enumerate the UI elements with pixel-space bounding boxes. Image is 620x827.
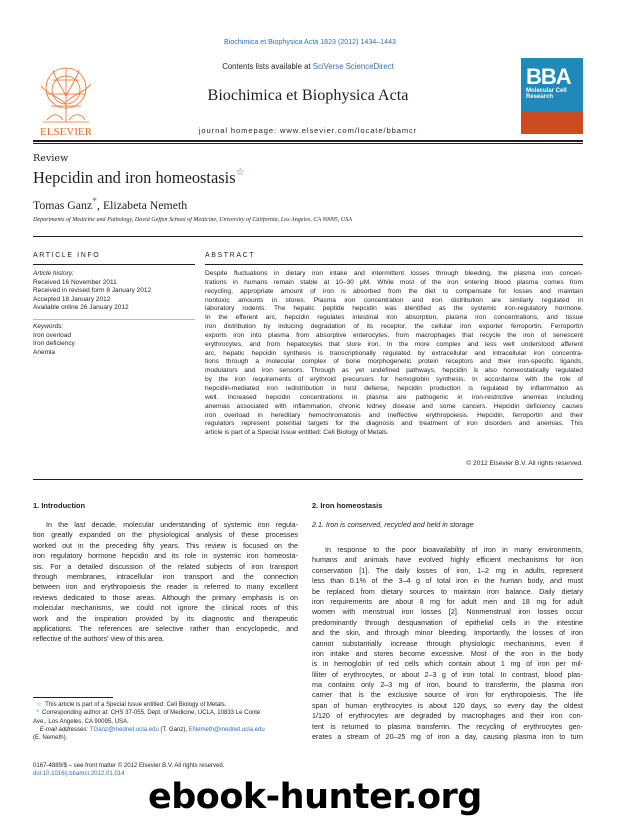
body-line: worked out in the preceding fifty years. This review is focused on the xyxy=(33,541,298,550)
keywords-label: Keywords: xyxy=(33,323,64,330)
email-link-nemeth[interactable]: ENemeth@mednet.ucla.edu xyxy=(188,726,265,733)
body-line: iron intake and stores become excessive. Most of the iron in the body xyxy=(312,649,583,658)
body-line: predominantly through desquamation of epithelial cells in the intestine xyxy=(312,618,583,627)
body-line: between iron and erythropoiesis the reader is referred to many excellent xyxy=(33,583,298,592)
body-line: applications. The references are selective rather than encyclopedic, and xyxy=(33,624,298,633)
body-line: conservation [1]. The daily losses of iron, 1–2 mg in adults, represent xyxy=(312,566,583,575)
body-line: reflective of the authors' view of this area. xyxy=(33,635,165,644)
footnotes xyxy=(33,701,298,742)
body-line: tion greatly expanded on the physiological analysis of these processes xyxy=(33,531,298,540)
publisher-wordmark: ELSEVIER xyxy=(40,126,92,138)
history-label: Article history: xyxy=(33,270,74,277)
keyword: Iron overload xyxy=(33,331,71,339)
abstract-line: nontoxic amounts in stores. Plasma iron concentration and iron distribution are similarly regulated in xyxy=(205,296,583,304)
abstract-line: trations in humans remain stable at 10–30 μM. While most of the iron entering blood plasma comes from xyxy=(205,278,583,286)
doi-link[interactable]: doi:10.1016/j.bbamcr.2012.01.014 xyxy=(33,771,125,778)
body-line: span of human erythrocytes is about 120 days, so every day the oldest xyxy=(312,701,583,710)
body-line: tent is returned to plasma transferrin. The recycling of erythrocytes gen- xyxy=(312,722,583,731)
abstract-line: modulators and iron sensors. Through as yet undefined pathways, hepcidin is also homeostatically regulated xyxy=(205,367,583,375)
history-revised: Received in revised form 8 January 2012 xyxy=(33,287,152,295)
body-line: iron requirements are about 8 mg for adult men and 18 mg for adult xyxy=(312,597,583,606)
affiliation: Departments of Medicine and Pathology, David Geffen School of Medicine, University of California, Los Angeles, CA 90095, USA xyxy=(33,217,352,223)
email-label: E-mail addresses: xyxy=(39,726,90,733)
body-line: iron regulatory hormone hepcidin and its role in systemic iron homeosta- xyxy=(33,552,298,561)
history-accepted: Accepted 18 January 2012 xyxy=(33,295,111,303)
body-line: liliter of erythrocytes, or about 2–3 g of iron total. In contrast, blood plas- xyxy=(312,670,583,679)
author-nemeth: , Elizabeta Nemeth xyxy=(97,197,188,212)
history-received: Received 16 November 2011 xyxy=(33,278,117,286)
abstract-line: laboratory rodents. The hepatic peptide hepcidin was identified as the systemic iron-regulatory hormone. xyxy=(205,305,583,313)
introduction-paragraph xyxy=(33,520,298,645)
body-line: through membranes, intracellular iron transport and the connection xyxy=(33,572,298,581)
author-list xyxy=(33,196,187,213)
issn-line: 0167-4889/$ – see front matter © 2012 Elsevier B.V. All rights reserved. xyxy=(33,763,225,769)
sciencedirect-link[interactable]: SciVerse ScienceDirect xyxy=(312,62,394,71)
email-owner-nemeth: (E. Nemeth). xyxy=(33,735,68,742)
abstract-rule xyxy=(205,264,583,265)
article-title xyxy=(33,167,245,188)
footnote-corr-text: Corresponding author at: CHS 37-055, Dept. of Medicine, UCLA, 10833 Le Conte xyxy=(42,710,261,717)
email-owner-ganz: (T. Ganz), xyxy=(158,726,189,733)
abstract-body xyxy=(205,270,583,438)
body-line: work and the inspiration provided by its diagnostic and therapeutic xyxy=(33,614,298,623)
abstract-line: tions through a molecular complex of bone morphogenetic protein receptors and their iron-specific ligands, xyxy=(205,358,583,366)
abstract-line: iron distribution by inducing degradation of its receptor, the cellular iron exporter ferroportin. Ferroportin xyxy=(205,323,583,331)
body-line: reviews dedicated to those areas. Although the primary emphasis is on xyxy=(33,593,298,602)
abstract-line: anemias associated with inflammation, chronic kidney disease and some cancers. Hepcidin deficiency causes xyxy=(205,402,583,410)
keyword: Anemia xyxy=(33,348,56,356)
abstract-line: hepcidin-mediated iron redistribution in host defense, hepcidin production is regulated by inflammation as xyxy=(205,384,583,392)
abstract-line: erythrocytes, and from hepatocytes that store iron. In the more complex and less well understood afferent xyxy=(205,340,583,348)
journal-homepage[interactable]: journal homepage: www.elsevier.com/locate/bbamcr xyxy=(198,126,418,135)
body-line: sis. For a detailed discussion of the related subjects of iron transport xyxy=(33,562,298,571)
journal-cover-thumbnail xyxy=(521,58,583,134)
masthead-rule xyxy=(33,140,583,142)
footnote-star-mark: ☆ xyxy=(36,702,42,708)
abstract-line: exports iron into plasma from absorptive enterocytes, from macrophages that recycle the iron of senescent xyxy=(205,331,583,339)
abstract-copyright: © 2012 Elsevier B.V. All rights reserved. xyxy=(466,460,583,467)
abstract-line: In the efferent arc, hepcidin regulates intestinal iron absorption, plasma iron concentrations, and tissue xyxy=(205,314,583,322)
body-line: less than 0.1% of the 3–4 g of total iron in the human body, and must xyxy=(312,577,583,586)
abstract-line: recycling, appropriate amount of iron is absorbed from the diet to compensate for losses and maintain xyxy=(205,287,583,295)
footnote-rule xyxy=(33,697,113,698)
body-line: humans and animals have evolved highly efficient mechanisms for iron xyxy=(312,556,583,565)
body-line: ma contains only 2–3 mg of iron, bound to transferrin, the plasma iron xyxy=(312,681,583,690)
corresponding-author-mark[interactable]: * xyxy=(92,196,98,207)
body-line: erates a stream of 20–25 mg of iron a day, causing plasma iron to turn xyxy=(312,733,583,742)
body-line: be replaced from dietary sources to maintain iron balance. Daily dietary xyxy=(312,587,583,596)
keyword: Iron deficiency xyxy=(33,340,75,348)
body-line: In response to the poor bioavailability of iron in many environments, xyxy=(325,546,583,554)
body-line: 1/120 of erythrocytes are degraded by macrophages and their iron con- xyxy=(312,712,583,721)
email-link-ganz[interactable]: TGanz@mednet.ucla.edu xyxy=(89,726,159,733)
article-info-heading: ARTICLE INFO xyxy=(33,252,101,259)
contents-line xyxy=(113,62,503,71)
body-line: molecular mechanisms, we could not ignore the clinical roots of this xyxy=(33,604,298,613)
abstract-heading: ABSTRACT xyxy=(205,252,256,259)
body-line: women with menstrual iron losses [2]. Nonmenstrual iron losses occur xyxy=(312,608,583,617)
abstract-line: regulators represent potential targets for the diagnosis and treatment of iron disorders and anemias. This xyxy=(205,420,583,428)
journal-title: Biochimica et Biophysica Acta xyxy=(207,86,409,104)
abstract-line: Despite fluctuations in dietary iron intake and intermittent losses through bleeding, the plasma iron concen- xyxy=(205,270,583,277)
subsection-heading: 2.1. Iron is conserved, recycled and held in storage xyxy=(312,521,474,529)
article-history xyxy=(33,270,195,313)
footnote-star-text: This article is part of a Special Issue entitled: Cell Biology of Metals. xyxy=(45,702,227,708)
body-line: carrier that is the exclusive source of iron for erythropoiesis. The life xyxy=(312,691,583,700)
article-info-rule xyxy=(33,264,195,265)
footnote-emails xyxy=(33,726,298,734)
footnote-corr-address: Ave., Los Angeles, CA 90095, USA. xyxy=(33,718,129,725)
cover-title: BBA xyxy=(526,64,571,89)
iron-homeostasis-paragraph xyxy=(312,545,583,742)
section-heading-iron-homeostasis: 2. Iron homeostasis xyxy=(312,501,383,510)
body-line: and the skin, and through minor bleeding. Importantly, the losses of iron xyxy=(312,629,583,638)
masthead-rule-thin xyxy=(33,143,583,144)
elsevier-tree-logo xyxy=(33,64,99,138)
section-heading-introduction: 1. Introduction xyxy=(33,501,86,510)
journal-citation[interactable]: Biochimica et Biophysica Acta 1823 (2012) 1434–1443 xyxy=(224,38,396,46)
abstract-line: article is part of a Special Issue entitled: Cell Biology of Metals. xyxy=(205,429,389,437)
article-section: Review xyxy=(33,153,69,164)
cover-subtitle: Molecular Cell Research xyxy=(526,88,567,101)
watermark-text: ebook-hunter.org xyxy=(148,777,482,817)
cover-band xyxy=(521,112,583,134)
footnote-special-issue xyxy=(33,701,298,709)
header-rule xyxy=(33,236,583,237)
contents-prefix: Contents lists available at xyxy=(222,62,313,71)
keywords xyxy=(33,323,195,357)
body-line: cannot substantially increase through physiologic mechanisms, even if xyxy=(312,639,583,648)
abstract-line: arc, hepatic hepcidin synthesis is transcriptionally regulated by extracellular and intracellular iron concentra- xyxy=(205,349,583,357)
history-online: Available online 26 January 2012 xyxy=(33,304,129,312)
abstract-line: well. Increased hepcidin concentrations in plasma are pathogenic in iron-restrictive anemias including xyxy=(205,393,583,401)
abstract-line: by the iron requirements of erythroid precursors for hemoglobin synthesis. In accordance with the role of xyxy=(205,376,583,384)
footnote-corr-mark: * xyxy=(36,710,39,717)
abstract-line: iron overload in hereditary hemochromatosis and ineffective erythropoiesis. Hepcidin, ferroportin and their xyxy=(205,411,583,419)
author-ganz: Tomas Ganz xyxy=(33,197,93,212)
journal-masthead xyxy=(33,54,583,138)
title-text: Hepcidin and iron homeostasis xyxy=(33,168,236,187)
abstract-bottom-rule xyxy=(33,479,583,480)
keywords-rule xyxy=(33,319,195,320)
body-line: is in hemoglobin of red cells which contain about 1 mg of iron per mil- xyxy=(312,660,583,669)
footnote-corresponding xyxy=(33,709,298,717)
body-line: In the last decade, molecular understanding of systemic iron regula- xyxy=(46,521,298,529)
title-footnote-mark[interactable]: ☆ xyxy=(235,167,245,178)
